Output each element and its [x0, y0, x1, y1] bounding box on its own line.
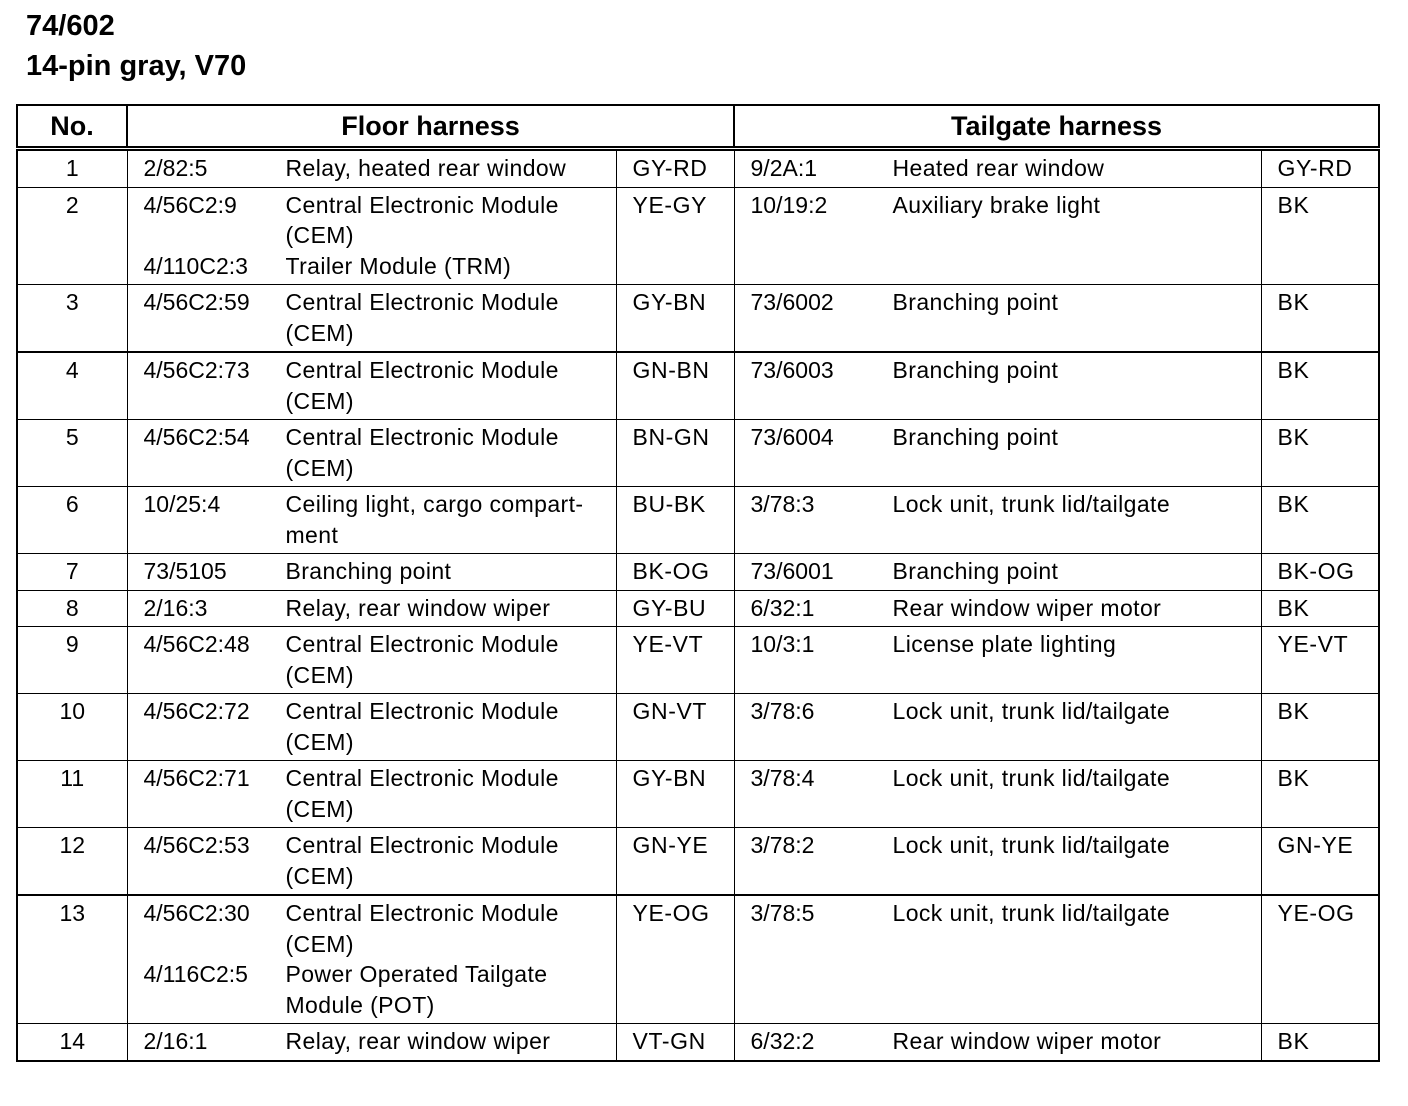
floor-harness-entry	[144, 251, 616, 282]
tailgate-component-ref: 6/32:1	[750, 594, 815, 621]
tailgate-component-description: Branching point	[892, 558, 1059, 584]
tailgate-wire-color: BK	[1261, 590, 1379, 627]
tailgate-harness-cell	[734, 895, 1261, 1024]
tailgate-wire-color: YE-VT	[1261, 627, 1379, 694]
pin-number: 7	[17, 554, 127, 591]
floor-component-ref: 4/56C2:53	[143, 832, 250, 858]
floor-harness-cell	[127, 694, 616, 761]
floor-component-ref: 4/110C2:3	[143, 252, 248, 279]
tailgate-harness-entry	[751, 696, 1261, 727]
pin-number: 11	[17, 761, 127, 828]
tailgate-harness-cell	[734, 187, 1261, 285]
tailgate-component-ref: 3/78:2	[750, 832, 815, 858]
floor-harness-entry	[144, 287, 616, 348]
floor-wire-color: GY-RD	[616, 149, 734, 188]
tailgate-harness-entry	[751, 489, 1261, 520]
floor-component-ref: 2/16:1	[143, 1028, 208, 1054]
floor-harness-entry	[144, 696, 616, 757]
tailgate-wire-color: GN-YE	[1261, 828, 1379, 896]
floor-harness-entry	[144, 422, 616, 483]
tailgate-component-ref: 73/6003	[750, 357, 834, 383]
tailgate-harness-cell	[734, 828, 1261, 896]
floor-wire-color: GY-BN	[616, 285, 734, 353]
floor-harness-entry	[144, 190, 616, 251]
tailgate-component-description: Auxiliary brake light	[892, 191, 1101, 218]
table-row	[17, 352, 1379, 420]
floor-harness-cell	[127, 554, 616, 591]
tailgate-wire-color: BK	[1261, 761, 1379, 828]
tailgate-harness-entry	[751, 593, 1261, 624]
tailgate-component-description: Rear window wiper motor	[892, 1028, 1162, 1054]
floor-harness-cell	[127, 895, 616, 1024]
pin-number: 4	[17, 352, 127, 420]
column-header-floor-harness: Floor harness	[127, 105, 734, 149]
floor-harness-entry	[144, 489, 616, 550]
floor-component-description: Power Operated Tailgate Module (POT)	[285, 961, 548, 1018]
pin-number: 2	[17, 187, 127, 285]
tailgate-harness-entry	[751, 190, 1261, 221]
tailgate-component-ref: 73/6001	[750, 558, 834, 584]
floor-component-description: Central Electronic Module (CEM)	[285, 357, 559, 414]
tailgate-component-description: License plate lighting	[892, 631, 1117, 657]
tailgate-harness-entry	[751, 556, 1261, 587]
tailgate-harness-entry	[751, 763, 1261, 794]
tailgate-component-ref: 3/78:5	[750, 900, 815, 926]
floor-component-description: Central Electronic Module (CEM)	[285, 832, 559, 889]
pin-number: 13	[17, 895, 127, 1024]
tailgate-harness-cell	[734, 352, 1261, 420]
tailgate-wire-color: BK	[1261, 352, 1379, 420]
floor-component-ref: 73/5105	[143, 558, 227, 584]
floor-harness-entry	[144, 959, 616, 1020]
floor-component-ref: 4/56C2:59	[143, 289, 250, 315]
connector-description: 14-pin gray, V70	[26, 50, 247, 82]
pin-table	[16, 104, 1380, 1062]
tailgate-component-ref: 73/6004	[750, 424, 834, 450]
floor-component-description: Central Electronic Module (CEM)	[285, 900, 559, 957]
tailgate-harness-cell	[734, 590, 1261, 627]
floor-wire-color: GN-BN	[616, 352, 734, 420]
tailgate-wire-color: GY-RD	[1261, 149, 1379, 188]
tailgate-harness-cell	[734, 1024, 1261, 1061]
floor-component-ref: 4/56C2:9	[143, 191, 237, 218]
floor-harness-entry	[144, 898, 616, 959]
floor-component-ref: 4/56C2:54	[143, 424, 250, 450]
tailgate-component-ref: 9/2A:1	[750, 155, 818, 181]
floor-wire-color: YE-GY	[616, 187, 734, 285]
tailgate-component-ref: 10/3:1	[750, 631, 815, 657]
tailgate-wire-color: BK	[1261, 1024, 1379, 1061]
floor-component-description: Central Electronic Module (CEM)	[285, 191, 559, 248]
tailgate-harness-cell	[734, 554, 1261, 591]
floor-harness-cell	[127, 352, 616, 420]
floor-wire-color: GY-BU	[616, 590, 734, 627]
table-row	[17, 149, 1379, 188]
floor-component-ref: 4/56C2:48	[143, 631, 250, 657]
pin-number: 10	[17, 694, 127, 761]
pin-number: 8	[17, 590, 127, 627]
tailgate-harness-cell	[734, 694, 1261, 761]
tailgate-component-description: Lock unit, trunk lid/tailgate	[892, 491, 1171, 517]
column-header-no: No.	[17, 105, 127, 149]
floor-harness-entry	[144, 1026, 616, 1057]
floor-wire-color: GY-BN	[616, 761, 734, 828]
tailgate-component-ref: 10/19:2	[750, 191, 828, 218]
tailgate-wire-color: BK	[1261, 285, 1379, 353]
tailgate-harness-entry	[751, 898, 1261, 929]
column-header-tailgate-harness: Tailgate harness	[734, 105, 1379, 149]
tailgate-harness-cell	[734, 487, 1261, 554]
floor-harness-entry	[144, 763, 616, 824]
tailgate-component-ref: 3/78:3	[750, 491, 815, 517]
floor-harness-entry	[144, 593, 616, 624]
tailgate-component-ref: 3/78:4	[750, 765, 815, 791]
table-row	[17, 285, 1379, 353]
tailgate-harness-cell	[734, 627, 1261, 694]
floor-harness-entry	[144, 556, 616, 587]
floor-harness-cell	[127, 420, 616, 487]
tailgate-harness-entry	[751, 355, 1261, 386]
tailgate-harness-entry	[751, 830, 1261, 861]
tailgate-wire-color: BK	[1261, 420, 1379, 487]
tailgate-harness-entry	[751, 422, 1261, 453]
floor-component-ref: 4/116C2:5	[143, 961, 248, 987]
tailgate-component-description: Lock unit, trunk lid/tailgate	[892, 832, 1171, 858]
floor-wire-color: VT-GN	[616, 1024, 734, 1061]
tailgate-harness-entry	[751, 629, 1261, 660]
pin-number: 3	[17, 285, 127, 353]
floor-component-ref: 4/56C2:30	[143, 900, 250, 926]
floor-wire-color: YE-OG	[616, 895, 734, 1024]
floor-component-description: Trailer Module (TRM)	[285, 252, 512, 279]
table-body	[17, 149, 1379, 1061]
tailgate-component-description: Branching point	[892, 357, 1059, 383]
floor-component-ref: 10/25:4	[143, 491, 221, 517]
floor-wire-color: BU-BK	[616, 487, 734, 554]
tailgate-wire-color: YE-OG	[1261, 895, 1379, 1024]
floor-harness-cell	[127, 761, 616, 828]
floor-component-description: Central Electronic Module (CEM)	[285, 424, 559, 481]
pin-number: 14	[17, 1024, 127, 1061]
tailgate-component-description: Lock unit, trunk lid/tailgate	[892, 900, 1171, 926]
floor-component-description: Central Electronic Module (CEM)	[285, 289, 559, 346]
tailgate-component-description: Heated rear window	[892, 155, 1105, 181]
floor-component-description: Relay, rear window wiper	[285, 1028, 551, 1054]
table-row	[17, 761, 1379, 828]
floor-harness-entry	[144, 629, 616, 690]
table-row	[17, 187, 1379, 285]
tailgate-component-description: Lock unit, trunk lid/tailgate	[892, 765, 1171, 791]
floor-component-ref: 2/82:5	[143, 155, 208, 181]
pin-number: 1	[17, 149, 127, 188]
pin-number: 5	[17, 420, 127, 487]
floor-component-description: Branching point	[285, 558, 452, 584]
floor-component-description: Central Electronic Module (CEM)	[285, 698, 559, 755]
table-row	[17, 828, 1379, 896]
tailgate-component-description: Branching point	[892, 424, 1059, 450]
floor-harness-cell	[127, 149, 616, 188]
tailgate-harness-entry	[751, 153, 1261, 184]
tailgate-harness-cell	[734, 285, 1261, 353]
tailgate-harness-cell	[734, 149, 1261, 188]
floor-component-description: Central Electronic Module (CEM)	[285, 765, 559, 822]
tailgate-component-description: Lock unit, trunk lid/tailgate	[892, 698, 1171, 724]
tailgate-component-ref: 6/32:2	[750, 1028, 815, 1054]
connector-number: 74/602	[26, 10, 115, 42]
floor-component-description: Relay, rear window wiper	[285, 594, 551, 621]
floor-component-description: Relay, heated rear window	[285, 155, 567, 181]
tailgate-component-ref: 73/6002	[750, 289, 834, 315]
floor-harness-cell	[127, 590, 616, 627]
floor-harness-cell	[127, 187, 616, 285]
tailgate-harness-cell	[734, 420, 1261, 487]
table-header-row	[17, 105, 1379, 149]
table-row	[17, 590, 1379, 627]
floor-harness-entry	[144, 355, 616, 416]
table-row	[17, 487, 1379, 554]
tailgate-component-description: Branching point	[892, 289, 1059, 315]
floor-wire-color: BN-GN	[616, 420, 734, 487]
table-row	[17, 694, 1379, 761]
floor-wire-color: GN-VT	[616, 694, 734, 761]
floor-component-description: Central Electronic Module (CEM)	[285, 631, 559, 688]
floor-component-ref: 2/16:3	[143, 594, 208, 621]
floor-harness-cell	[127, 487, 616, 554]
floor-harness-entry	[144, 830, 616, 891]
floor-harness-cell	[127, 285, 616, 353]
floor-wire-color: GN-YE	[616, 828, 734, 896]
tailgate-harness-entry	[751, 287, 1261, 318]
tailgate-component-description: Rear window wiper motor	[892, 594, 1162, 621]
tailgate-wire-color: BK-OG	[1261, 554, 1379, 591]
floor-component-ref: 4/56C2:72	[143, 698, 250, 724]
table-row	[17, 420, 1379, 487]
tailgate-harness-entry	[751, 1026, 1261, 1057]
tailgate-wire-color: BK	[1261, 487, 1379, 554]
floor-component-ref: 4/56C2:71	[143, 765, 250, 791]
floor-harness-entry	[144, 153, 616, 184]
pin-number: 9	[17, 627, 127, 694]
tailgate-wire-color: BK	[1261, 694, 1379, 761]
floor-harness-cell	[127, 828, 616, 896]
table-row	[17, 1024, 1379, 1061]
tailgate-harness-cell	[734, 761, 1261, 828]
pin-number: 12	[17, 828, 127, 896]
table-row	[17, 627, 1379, 694]
table-row	[17, 895, 1379, 1024]
tailgate-component-ref: 3/78:6	[750, 698, 815, 724]
floor-harness-cell	[127, 627, 616, 694]
floor-component-ref: 4/56C2:73	[143, 357, 250, 383]
floor-harness-cell	[127, 1024, 616, 1061]
floor-component-description: Ceiling light, cargo compart-ment	[285, 491, 584, 548]
tailgate-wire-color: BK	[1261, 187, 1379, 285]
floor-wire-color: YE-VT	[616, 627, 734, 694]
table-row	[17, 554, 1379, 591]
floor-wire-color: BK-OG	[616, 554, 734, 591]
pin-number: 6	[17, 487, 127, 554]
